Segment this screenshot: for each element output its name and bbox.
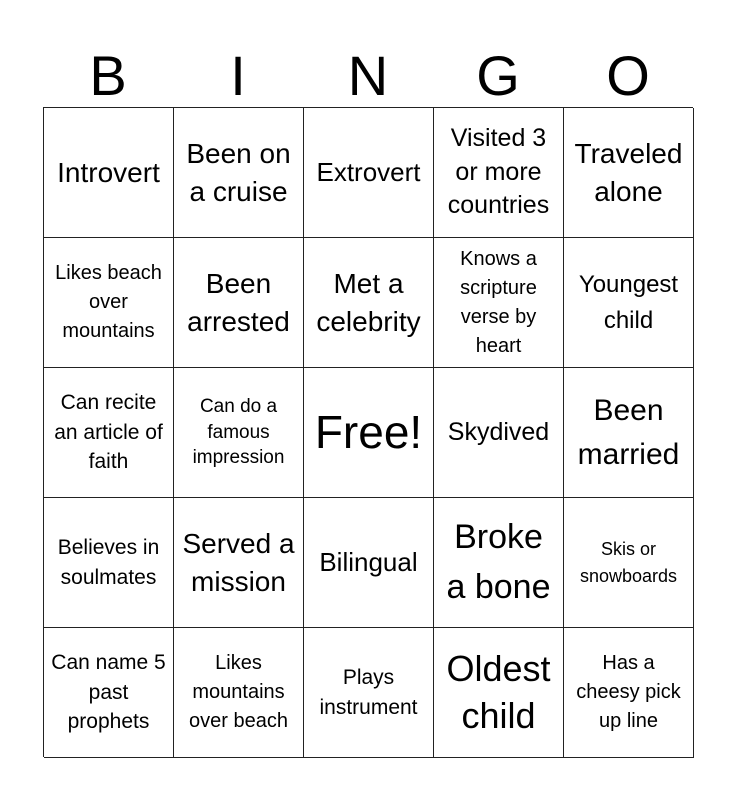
- header-letter-b: B: [89, 44, 127, 107]
- cell-text: Broke a bone: [446, 518, 551, 606]
- bingo-cell-r4-c4[interactable]: [434, 498, 564, 628]
- bingo-cell-r2-c1[interactable]: [44, 238, 174, 368]
- bingo-header: [43, 44, 693, 108]
- cell-text: Youngest child: [578, 270, 679, 334]
- header-letter-g: G: [476, 44, 520, 107]
- free-space: Free!: [314, 406, 423, 459]
- header-letter-n: N: [347, 44, 389, 107]
- cell-text: Has a cheesy pick up line: [576, 652, 681, 732]
- cell-text: Can do a famous impression: [192, 396, 285, 469]
- cell-text: Served a mission: [182, 528, 295, 597]
- cell-text: Believes in soulmates: [57, 536, 160, 589]
- bingo-cell-r4-c1[interactable]: [44, 498, 174, 628]
- bingo-cell-r3-c5[interactable]: [564, 368, 694, 498]
- cell-text: Been arrested: [187, 268, 290, 337]
- bingo-cell-r2-c4[interactable]: [434, 238, 564, 368]
- bingo-cell-r1-c4[interactable]: [434, 108, 564, 238]
- bingo-cell-r4-c5[interactable]: [564, 498, 694, 628]
- bingo-cell-r1-c3[interactable]: [304, 108, 434, 238]
- bingo-cell-r3-c3[interactable]: [304, 368, 434, 498]
- cell-text: Can recite an article of faith: [54, 391, 163, 474]
- cell-text: Visited 3 or more countries: [447, 123, 550, 220]
- cell-text: Been married: [577, 394, 680, 471]
- bingo-cell-r1-c2[interactable]: [174, 108, 304, 238]
- bingo-cell-r4-c3[interactable]: [304, 498, 434, 628]
- bingo-cell-r2-c2[interactable]: [174, 238, 304, 368]
- header-letter-o: O: [606, 44, 650, 107]
- bingo-cell-r2-c5[interactable]: [564, 238, 694, 368]
- bingo-card-grid: [43, 107, 693, 757]
- cell-text: Been on a cruise: [186, 138, 291, 207]
- bingo-cell-r5-c2[interactable]: [174, 628, 304, 758]
- bingo-cell-r5-c5[interactable]: [564, 628, 694, 758]
- cell-text: Skydived: [447, 417, 550, 446]
- bingo-cell-r5-c1[interactable]: [44, 628, 174, 758]
- cell-text: Plays instrument: [319, 666, 418, 719]
- cell-text: Bilingual: [319, 547, 418, 578]
- cell-text: Met a celebrity: [316, 268, 421, 337]
- cell-text: Extrovert: [316, 157, 421, 188]
- cell-text: Skis or snowboards: [579, 539, 678, 586]
- cell-text: Knows a scripture verse by heart: [460, 247, 537, 357]
- cell-text: Likes beach over mountains: [55, 262, 162, 342]
- cell-text: Can name 5 past prophets: [51, 651, 166, 734]
- bingo-cell-r3-c4[interactable]: [434, 368, 564, 498]
- cell-text: Likes mountains over beach: [189, 652, 288, 732]
- bingo-cell-r1-c5[interactable]: [564, 108, 694, 238]
- bingo-cell-r3-c2[interactable]: [174, 368, 304, 498]
- header-letter-i: I: [230, 44, 246, 107]
- cell-text: Traveled alone: [574, 138, 683, 207]
- bingo-cell-r5-c3[interactable]: [304, 628, 434, 758]
- bingo-cell-r3-c1[interactable]: [44, 368, 174, 498]
- cell-text: Introvert: [57, 156, 160, 188]
- bingo-cell-r1-c1[interactable]: [44, 108, 174, 238]
- bingo-cell-r4-c2[interactable]: [174, 498, 304, 628]
- cell-text: Oldest child: [446, 647, 551, 736]
- bingo-cell-r5-c4[interactable]: [434, 628, 564, 758]
- bingo-cell-r2-c3[interactable]: [304, 238, 434, 368]
